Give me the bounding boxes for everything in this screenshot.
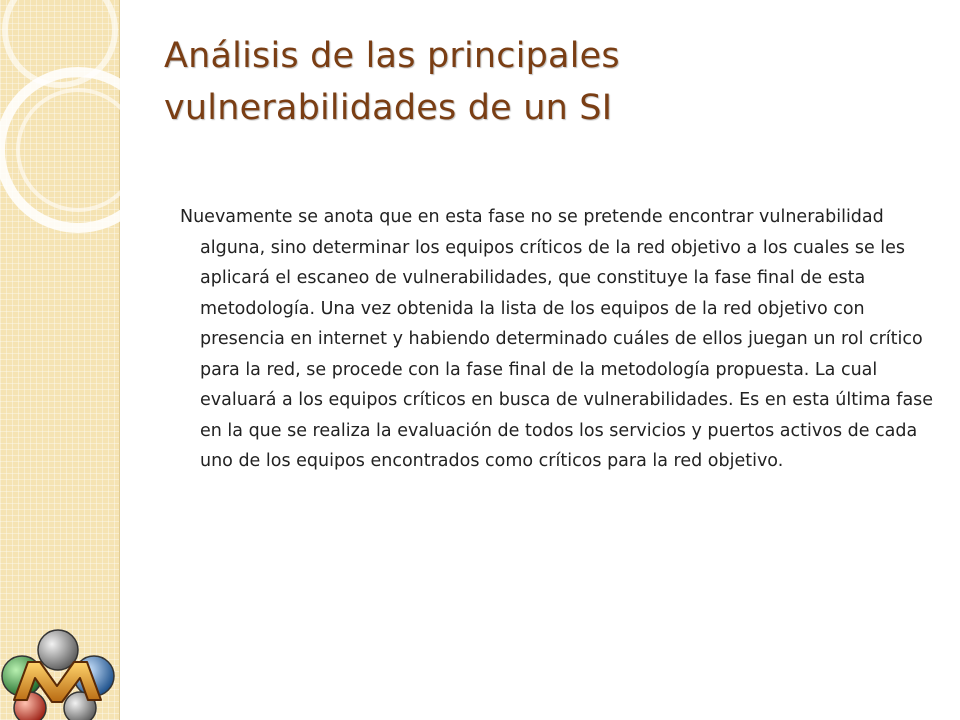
slide-body-text: Nuevamente se anota que en esta fase no se pretende encontrar vulnerabilidad alguna, sino determinar los equipos críticos de la red objetivo a los cuales se les aplicará el escaneo de vulnerabilidades, que constituye la fase final de esta metodología. Una vez obtenida la lista de los equipos de la red objetivo con presencia en internet y habiendo determinado cuáles de ellos juegan un rol crítico para la red, se procede con la fase final de la metodología propuesta. La cual evaluará a los equipos críticos en busca de vulnerabilidades. Es en esta última fase en la que se realiza la evaluación de todos los servicios y puertos activos de cada uno de los equipos encontrados como críticos para la red objetivo. [180,207,934,471]
letter-m-emblem-icon [0,628,115,720]
slide-title: Análisis de las principales vulnerabilidades de un SI [164,36,620,128]
